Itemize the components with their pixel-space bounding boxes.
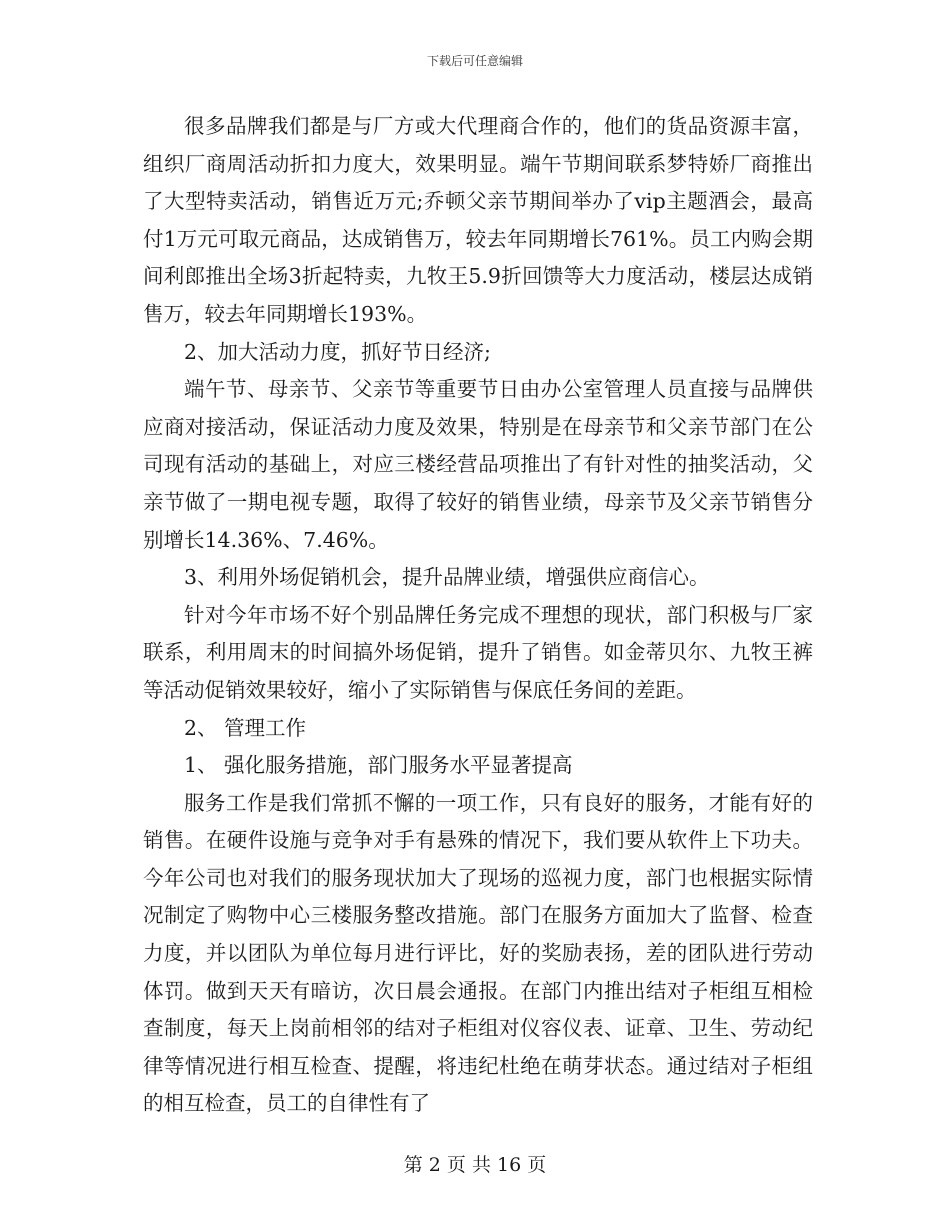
paragraph-holiday-activities: 端午节、母亲节、父亲节等重要节日由办公室管理人员直接与品牌供应商对接活动，保证活动力度及效果，特别是在母亲节和父亲节部门在公司现有活动的基础上，对应三楼经营品项推出了有针对性的抽奖活动，父亲节做了一期电视专题，取得了较好的销售业绩，母亲节及父亲节销售分别增长14.36%、7.46%。: [143, 377, 813, 552]
heading-outdoor-promotion: 3、利用外场促销机会，提升品牌业绩，增强供应商信心。: [184, 565, 710, 590]
document-body: [143, 108, 813, 1123]
paragraph-outdoor-promotion: 针对今年市场不好个别品牌任务完成不理想的现状，部门积极与厂家联系，利用周末的时间搞外场促销，提升了销售。如金蒂贝尔、九牧王裤等活动促销效果较好，缩小了实际销售与保底任务间的差距。: [143, 602, 813, 702]
paragraph-brand-cooperation: 很多品牌我们都是与厂方或大代理商合作的，他们的货品资源丰富，组织厂商周活动折扣力度大，效果明显。端午节期间联系梦特娇厂商推出了大型特卖活动，销售近万元;乔顿父亲节期间举办了vip主题酒会，最高付1万元可取元商品，达成销售万，较去年同期增长761%。员工内购会期间利郎推出全场3折起特卖，九牧王5.9折回馈等大力度活动，楼层达成销售万，较去年同期增长193%。: [143, 114, 813, 326]
page-header: 下载后可任意编辑: [426, 54, 523, 68]
paragraph-service-work: 服务工作是我们常抓不懈的一项工作，只有良好的服务，才能有好的销售。在硬件设施与竞争对手有悬殊的情况下，我们要从软件上下功夫。今年公司也对我们的服务现状加大了现场的巡视力度，部门也根据实际情况制定了购物中心三楼服务整改措施。部门在服务方面加大了监督、检查力度，并以团队为单位每月进行评比，好的奖励表扬，差的团队进行劳动体罚。做到天天有暗访，次日晨会通报。在部门内推出结对子柜组互相检查制度，每天上岗前相邻的结对子柜组对仪容仪表、证章、卫生、劳动纪律等情况进行相互检查、提醒，将违纪杜绝在萌芽状态。通过结对子柜组的相互检查，员工的自律性有了: [143, 790, 813, 1116]
heading-management-work: 2、 管理工作: [184, 715, 307, 740]
heading-activity-strength: 2、加大活动力度，抓好节日经济;: [184, 339, 491, 364]
page-number-footer: 第 2 页 共 16 页: [403, 1154, 547, 1176]
heading-service-measures: 1、 强化服务措施，部门服务水平显著提高: [184, 753, 573, 778]
